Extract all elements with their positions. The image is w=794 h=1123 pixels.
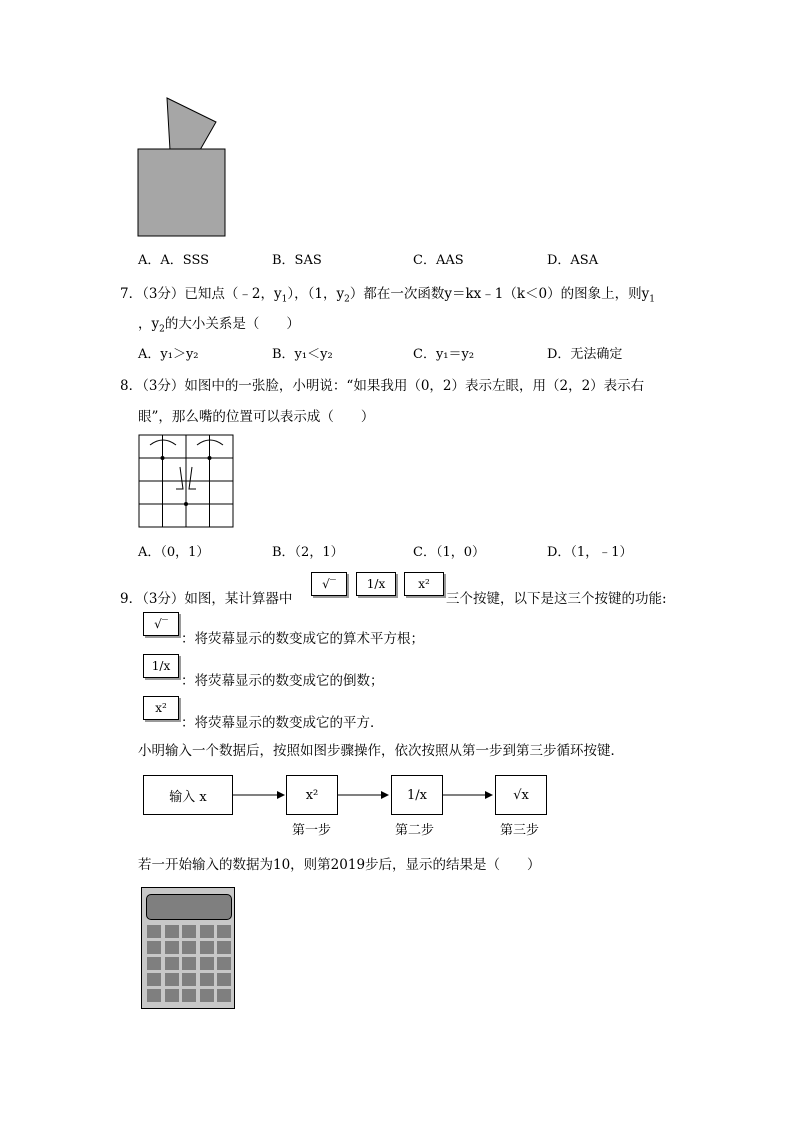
q7-sub1: 1 — [281, 294, 288, 305]
desc-reciprocal-key — [143, 654, 179, 678]
desc-sqrt-key — [143, 612, 179, 636]
calculator-key — [217, 925, 231, 938]
flow-step3-box — [495, 775, 547, 815]
q8-option-c: C．（1，0） — [413, 545, 485, 560]
q7-line2 — [138, 312, 300, 335]
flow-input-label: 输入 x — [169, 789, 207, 805]
calculator-key — [147, 957, 161, 970]
q7-sub2: 2 — [344, 294, 350, 305]
flow-step2-box — [391, 775, 443, 815]
q7-sub2b: 2 — [159, 324, 165, 335]
calculator-key — [200, 941, 214, 954]
q7-option-d: D．无法确定 — [547, 347, 623, 362]
calculator-key — [182, 973, 196, 986]
q9-intro-a: 9．（3分）如图，某计算器中 — [120, 591, 293, 607]
q8-option-b: B．（2，1） — [272, 545, 344, 560]
q8-line1: 8．（3分）如图中的一张脸，小明说：“如果我用（0，2）表示左眼，用（2，2）表示右 — [120, 378, 645, 394]
calculator-key — [165, 941, 179, 954]
q6-tilted-shape — [167, 98, 216, 150]
q8-face-grid — [136, 433, 238, 531]
q8-option-d: D．（1，﹣1） — [547, 545, 633, 560]
desc-square-text: ：将荧幕显示的数变成它的平方． — [181, 715, 384, 731]
q6-square — [138, 149, 225, 236]
q8-option-a: A．（0，1） — [138, 545, 210, 560]
calculator-key — [200, 989, 214, 1002]
q6-option-d-text: D．ASA — [547, 253, 599, 268]
left-eye-dot — [161, 456, 165, 460]
q7-sub1b: 1 — [649, 294, 655, 305]
q6-option-b-text: B．SAS — [272, 253, 322, 268]
q6-figure — [130, 90, 240, 240]
calculator-key — [217, 989, 231, 1002]
flow-step2-label: 第二步 — [395, 823, 435, 838]
calculator-key — [165, 925, 179, 938]
sqrt-key — [311, 572, 347, 596]
desc-sqrt-key-label: √‾ — [154, 617, 168, 631]
desc-square-key — [143, 696, 179, 720]
calculator-key — [182, 957, 196, 970]
flow-input-box — [143, 775, 233, 815]
reciprocal-key-label: 1/x — [366, 577, 386, 591]
q6-option-d — [547, 249, 598, 268]
calculator-key — [165, 957, 179, 970]
calculator-key — [200, 973, 214, 986]
q9-process-text: 小明输入一个数据后，按照如图步骤操作，依次按照从第一步到第三步循环按键． — [138, 743, 624, 759]
sqrt-key-label: √‾ — [322, 577, 336, 591]
desc-sqrt-text: ：将荧幕显示的数变成它的算术平方根； — [181, 631, 424, 647]
calculator-key — [165, 989, 179, 1002]
right-eye-dot — [208, 456, 212, 460]
calculator-key — [217, 941, 231, 954]
q7-option-b: B．y₁＜y₂ — [272, 347, 333, 362]
calculator-key — [147, 973, 161, 986]
calculator-figure — [141, 887, 235, 1009]
calculator-key — [147, 925, 161, 938]
q7-line1-b: ），（1，y — [287, 286, 345, 302]
square-key — [404, 572, 444, 596]
calculator-key — [147, 941, 161, 954]
flow-step1-key: x² — [305, 787, 319, 803]
q7-line2-b: 的大小关系是（ ） — [164, 316, 300, 332]
q6-option-a: A．A．SSS — [138, 253, 210, 268]
q6-option-a-text: A．SSS — [160, 253, 210, 268]
q8-line2: 眼”，那么嘴的位置可以表示成（ ） — [138, 409, 375, 425]
q9-intro-b: 三个按键，以下是这三个按键的功能: — [446, 591, 667, 607]
q6-option-c — [413, 249, 464, 268]
flow-step2-key: 1/x — [407, 787, 427, 803]
calculator-key — [217, 957, 231, 970]
q6-option-c-text: C．AAS — [413, 253, 464, 268]
calculator-key — [182, 925, 196, 938]
q9-question: 若一开始输入的数据为10，则第2019步后，显示的结果是（ ） — [138, 857, 541, 873]
q7-option-c: C．y₁＝y₂ — [413, 347, 475, 362]
calculator-key — [182, 941, 196, 954]
flow-step1-label: 第一步 — [292, 823, 332, 838]
calculator-key — [182, 989, 196, 1002]
square-key-label: x² — [418, 577, 430, 591]
calculator-key — [147, 989, 161, 1002]
mouth-dot — [184, 502, 188, 506]
flow-step1-box — [286, 775, 338, 815]
desc-reciprocal-key-label: 1/x — [151, 659, 171, 673]
calculator-key — [200, 957, 214, 970]
q6-option-b — [272, 249, 322, 268]
desc-reciprocal-text: ：将荧幕显示的数变成它的倒数； — [181, 673, 384, 689]
q7-line1-a: 7．（3分）已知点（﹣2，y — [120, 286, 282, 302]
reciprocal-key — [356, 572, 396, 596]
q7-line2-a: ，y — [138, 316, 160, 332]
flow-step3-label: 第三步 — [500, 823, 540, 838]
q7-line1-c: ）都在一次函数y＝kx﹣1（k＜0）的图象上，则y — [349, 286, 650, 302]
q7-option-a: A．y₁＞y₂ — [138, 347, 199, 362]
flow-step3-key: √x — [513, 787, 529, 803]
desc-square-key-label: x² — [155, 701, 167, 715]
q7-line1 — [120, 282, 655, 305]
calculator-keypad — [147, 925, 231, 1005]
calculator-screen — [146, 894, 232, 920]
calculator-key — [217, 973, 231, 986]
calculator-key — [165, 973, 179, 986]
calculator-key — [200, 925, 214, 938]
